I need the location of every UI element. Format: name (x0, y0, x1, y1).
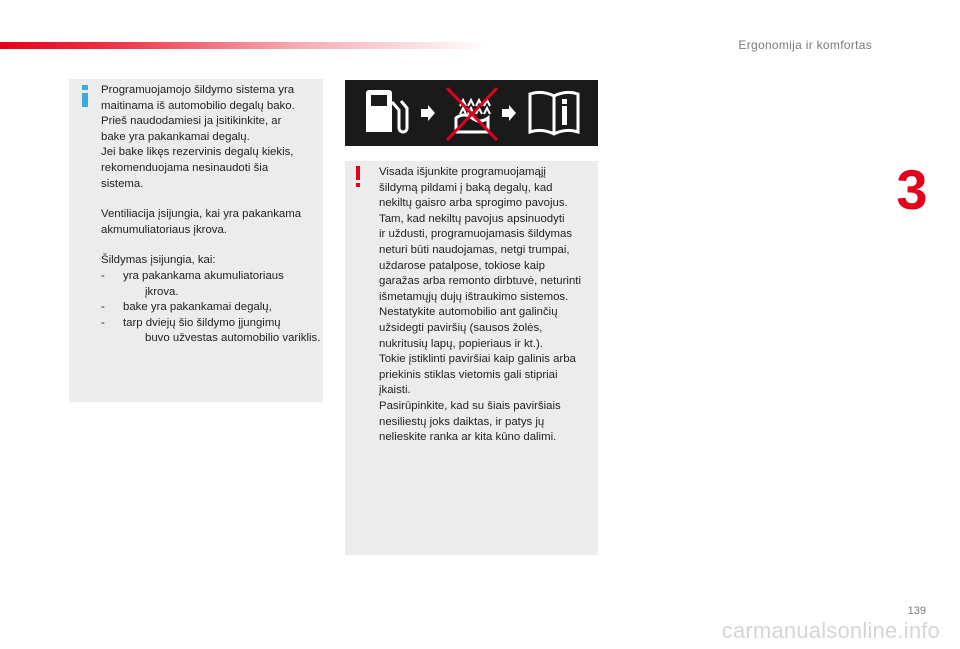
arrow-right-icon (421, 105, 435, 121)
bullet-dash: - (101, 269, 105, 282)
text-line: užsidegti paviršių (sausos žolės, (379, 321, 543, 334)
page-number: 139 (907, 605, 926, 617)
text-line: garažas arba remonto dirbtuvė, neturinti (379, 275, 581, 288)
ventilation-paragraph (101, 207, 319, 238)
text-line: įkaisti. (379, 384, 411, 397)
bullet-dash: - (101, 316, 105, 329)
exclamation-icon (353, 166, 363, 188)
header-accent-bar (0, 42, 490, 49)
text-line: neturi būti naudojamas, netgi trumpai, (379, 243, 570, 256)
pictogram-svg (345, 80, 598, 146)
handbook-icon (530, 92, 578, 134)
bullet-item (101, 269, 319, 300)
text-line: rekomenduojama nesinaudoti šia (101, 161, 269, 174)
text-line: ir uždusti, programuojamasis šildymas (379, 228, 573, 241)
pictogram-banner (345, 80, 598, 146)
text-line: Ventiliacija įsijungia, kai yra pakankama (101, 208, 302, 221)
text-line: įkrova. (145, 285, 179, 298)
info-text (101, 83, 319, 362)
text-line: nekiltų gaisro arba sprogimo pavojus. (379, 197, 568, 210)
section-title: Ergonomija ir komfortas (738, 38, 872, 52)
text-line: priekinis stiklas vietomis gali stipriai (379, 368, 558, 381)
text-line: akmumuliatoriaus įkrova. (101, 223, 227, 236)
heating-intro: Šildymas įsijungia, kai: (101, 254, 216, 267)
text-line: yra pakankama akumuliatoriaus (123, 269, 284, 282)
text-line: Nestatykite automobilio ant galinčių (379, 306, 558, 319)
text-line: sistema. (101, 177, 144, 190)
info-icon (79, 85, 91, 107)
bullet-item (101, 300, 319, 316)
text-line: nukritusių lapų, popieriaus ir kt.). (379, 337, 543, 350)
warning-box (345, 161, 598, 555)
chapter-number: 3 (896, 158, 928, 221)
text-line: nesiliestų joks daiktas, ir patys jų (379, 415, 545, 428)
heating-conditions (101, 253, 319, 347)
text-line: bake yra pakankamai degalų. (101, 130, 250, 143)
fuel-supply-paragraph (101, 83, 319, 192)
text-line: buvo užvestas automobilio variklis. (145, 332, 321, 345)
bullet-dash: - (101, 301, 105, 314)
text-line: tarp dviejų šio šildymo įjungimų (123, 316, 281, 329)
text-line: Pasirūpinkite, kad su šiais paviršiais (379, 399, 561, 412)
fuel-pump-icon (366, 90, 407, 132)
warning-text (379, 165, 595, 446)
text-line: Tokie įstiklinti paviršiai kaip galinis arba (379, 353, 576, 366)
arrow-right-icon (502, 105, 516, 121)
text-line: šildymą pildami į baką degalų, kad (379, 181, 553, 194)
text-line: uždarose patalpose, tokiose kaip (379, 259, 545, 272)
text-line: maitinama iš automobilio degalų bako. (101, 99, 295, 112)
text-line: Prieš naudodamiesi ja įsitikinkite, ar (101, 115, 282, 128)
info-box (69, 79, 323, 402)
text-line: išmetamųjų dujų ištraukimo sistemos. (379, 290, 569, 303)
text-line: Tam, kad nekiltų pavojus apsinuodyti (379, 212, 565, 225)
text-line: bake yra pakankamai degalų, (123, 301, 272, 314)
text-line: nelieskite ranka ar kita kūno dalimi. (379, 431, 557, 444)
text-line: Visada išjunkite programuojamąjį (379, 166, 546, 178)
text-line: Programuojamojo šildymo sistema yra (101, 84, 295, 96)
watermark: carmanualsonline.info (721, 618, 940, 643)
bullet-item (101, 316, 319, 347)
text-line: Jei bake likęs rezervinis degalų kiekis, (101, 146, 294, 159)
heater-crossed-icon (447, 88, 497, 140)
